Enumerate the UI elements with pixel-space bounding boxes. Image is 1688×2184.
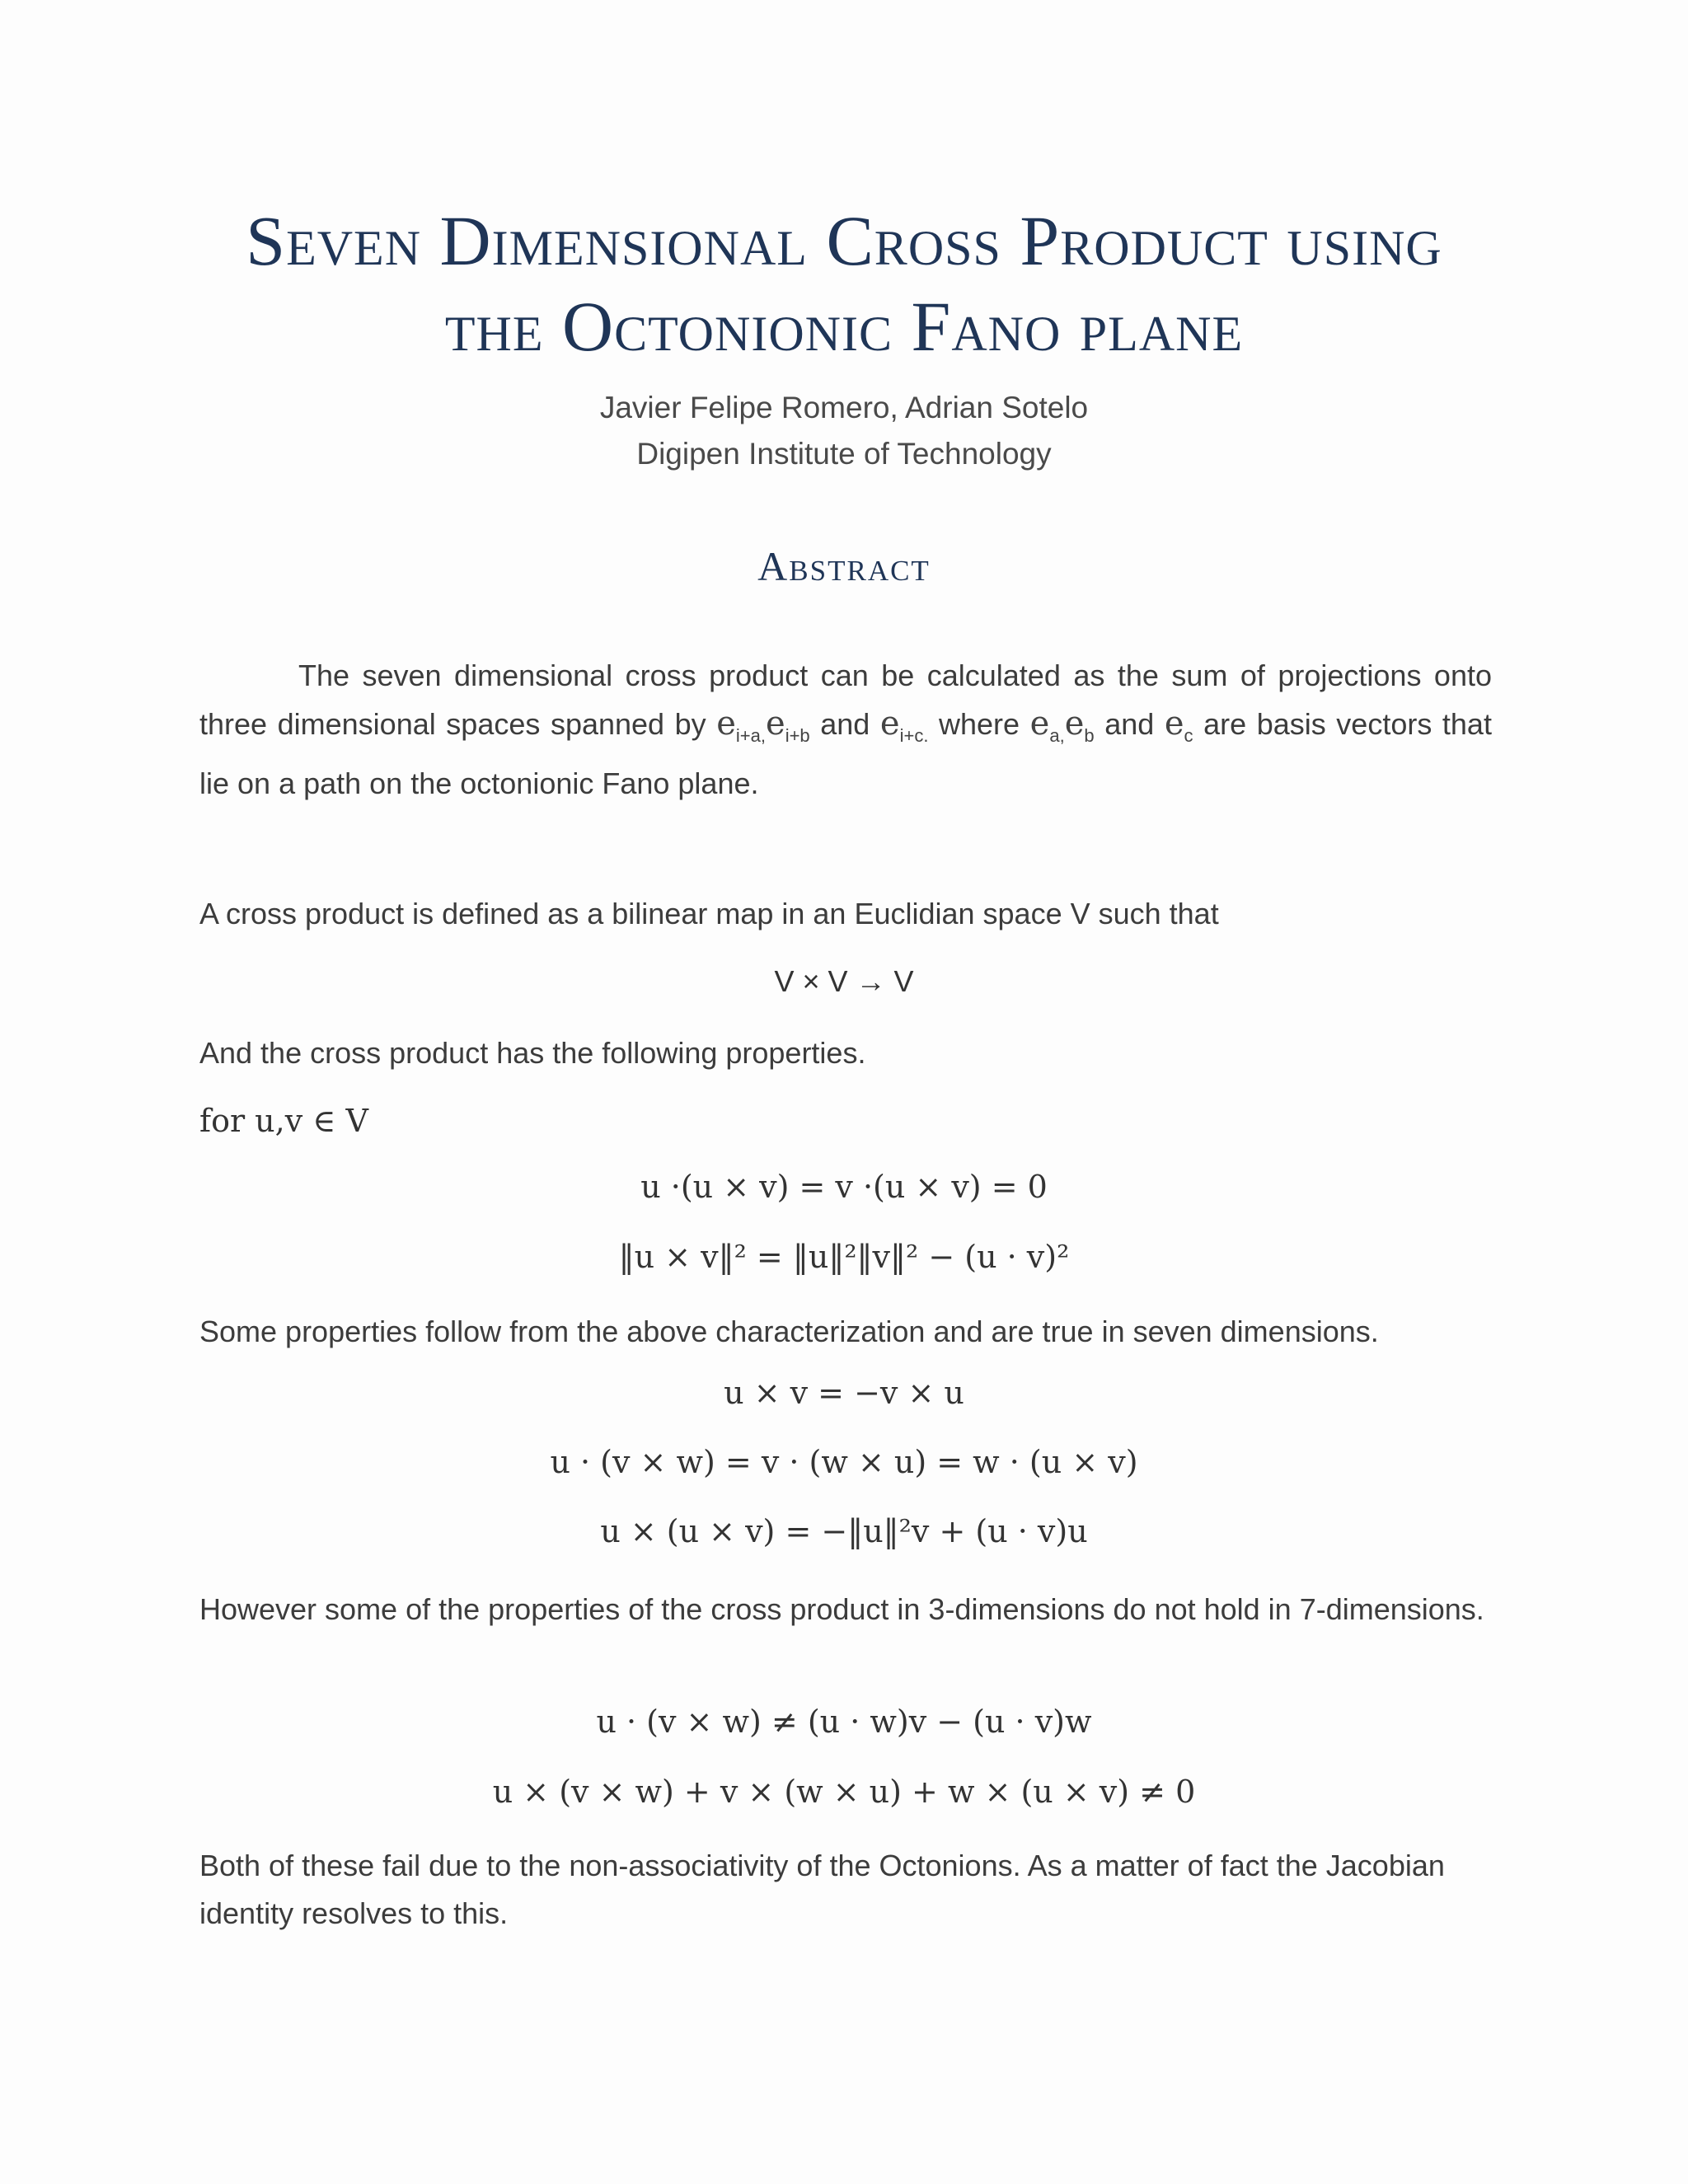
abstract-text-part1: The seven dimensional cross product can be calculated as the sum of projections onto three dimensional spaces spanned by <box>199 658 1492 741</box>
conclusion-paragraph: Both of these fail due to the non-associativity of the Octonions. As a matter of fact the Jacobian identity resolves to this. <box>199 1849 1445 1930</box>
abstract-text-part2: are basis vectors that lie on a path on the octonionic Fano plane. <box>199 707 1492 800</box>
equation-jacobi-inequality: u × (v × w) + v × (w × u) + w × (u × v) ≠ 0 <box>492 1774 1196 1810</box>
abstract-heading: Abstract <box>757 543 931 589</box>
equation-double-cross: u × (u × v) = −‖u‖²v + (u · v)u <box>600 1513 1088 1549</box>
basis-vector-e-b: $e_b$ <box>1064 705 1095 746</box>
properties-intro: And the cross product has the following properties. <box>199 1036 866 1070</box>
basis-vector-e-i-a: $e_{i+a,}$ <box>716 705 767 746</box>
equation-triple-product: u · (v × w) = v · (w × u) = w · (u × v) <box>550 1444 1138 1480</box>
paper-title <box>124 198 1564 369</box>
definition-paragraph: A cross product is defined as a bilinear map in an Euclidian space V such that <box>199 897 1219 930</box>
basis-vector-e-a: $e_{a,}$ <box>1029 705 1065 746</box>
for-u-v-in-v: for u,v ∈ V <box>199 1103 368 1139</box>
abstract-paragraph <box>199 652 1492 808</box>
equation-bac-cab-inequality: u · (v × w) ≠ (u · w)v − (u · v)w <box>596 1704 1092 1740</box>
equation-orthogonality: u ·(u × v) = v ·(u × v) = 0 <box>640 1169 1048 1205</box>
basis-vector-e-i-b: $e_{i+b}$ <box>766 705 810 746</box>
title-line-1: Seven Dimensional Cross Product using <box>246 201 1442 280</box>
equation-bilinear-map: V × V → V <box>774 964 914 998</box>
abstract-and-1: and <box>820 707 870 741</box>
non-holding-properties-intro: However some of the properties of the cross product in 3-dimensions do not hold in 7-dimensions. <box>199 1592 1484 1626</box>
affiliation: Digipen Institute of Technology <box>636 437 1052 471</box>
equation-magnitude: ‖u × v‖² = ‖u‖²‖v‖² − (u · v)² <box>618 1239 1070 1275</box>
title-line-2: the Octonionic Fano plane <box>444 287 1244 366</box>
abstract-and-2: and <box>1104 707 1155 741</box>
abstract-where: where <box>939 707 1020 741</box>
basis-vector-e-i-c: $e_{i+c.}$ <box>879 705 929 746</box>
authors: Javier Felipe Romero, Adrian Sotelo <box>599 391 1089 424</box>
equation-anticommutativity: u × v = −v × u <box>724 1375 964 1411</box>
seven-dim-properties-intro: Some properties follow from the above characterization and are true in seven dimensions. <box>199 1315 1379 1348</box>
basis-vector-e-c: $e_c$ <box>1164 705 1193 746</box>
